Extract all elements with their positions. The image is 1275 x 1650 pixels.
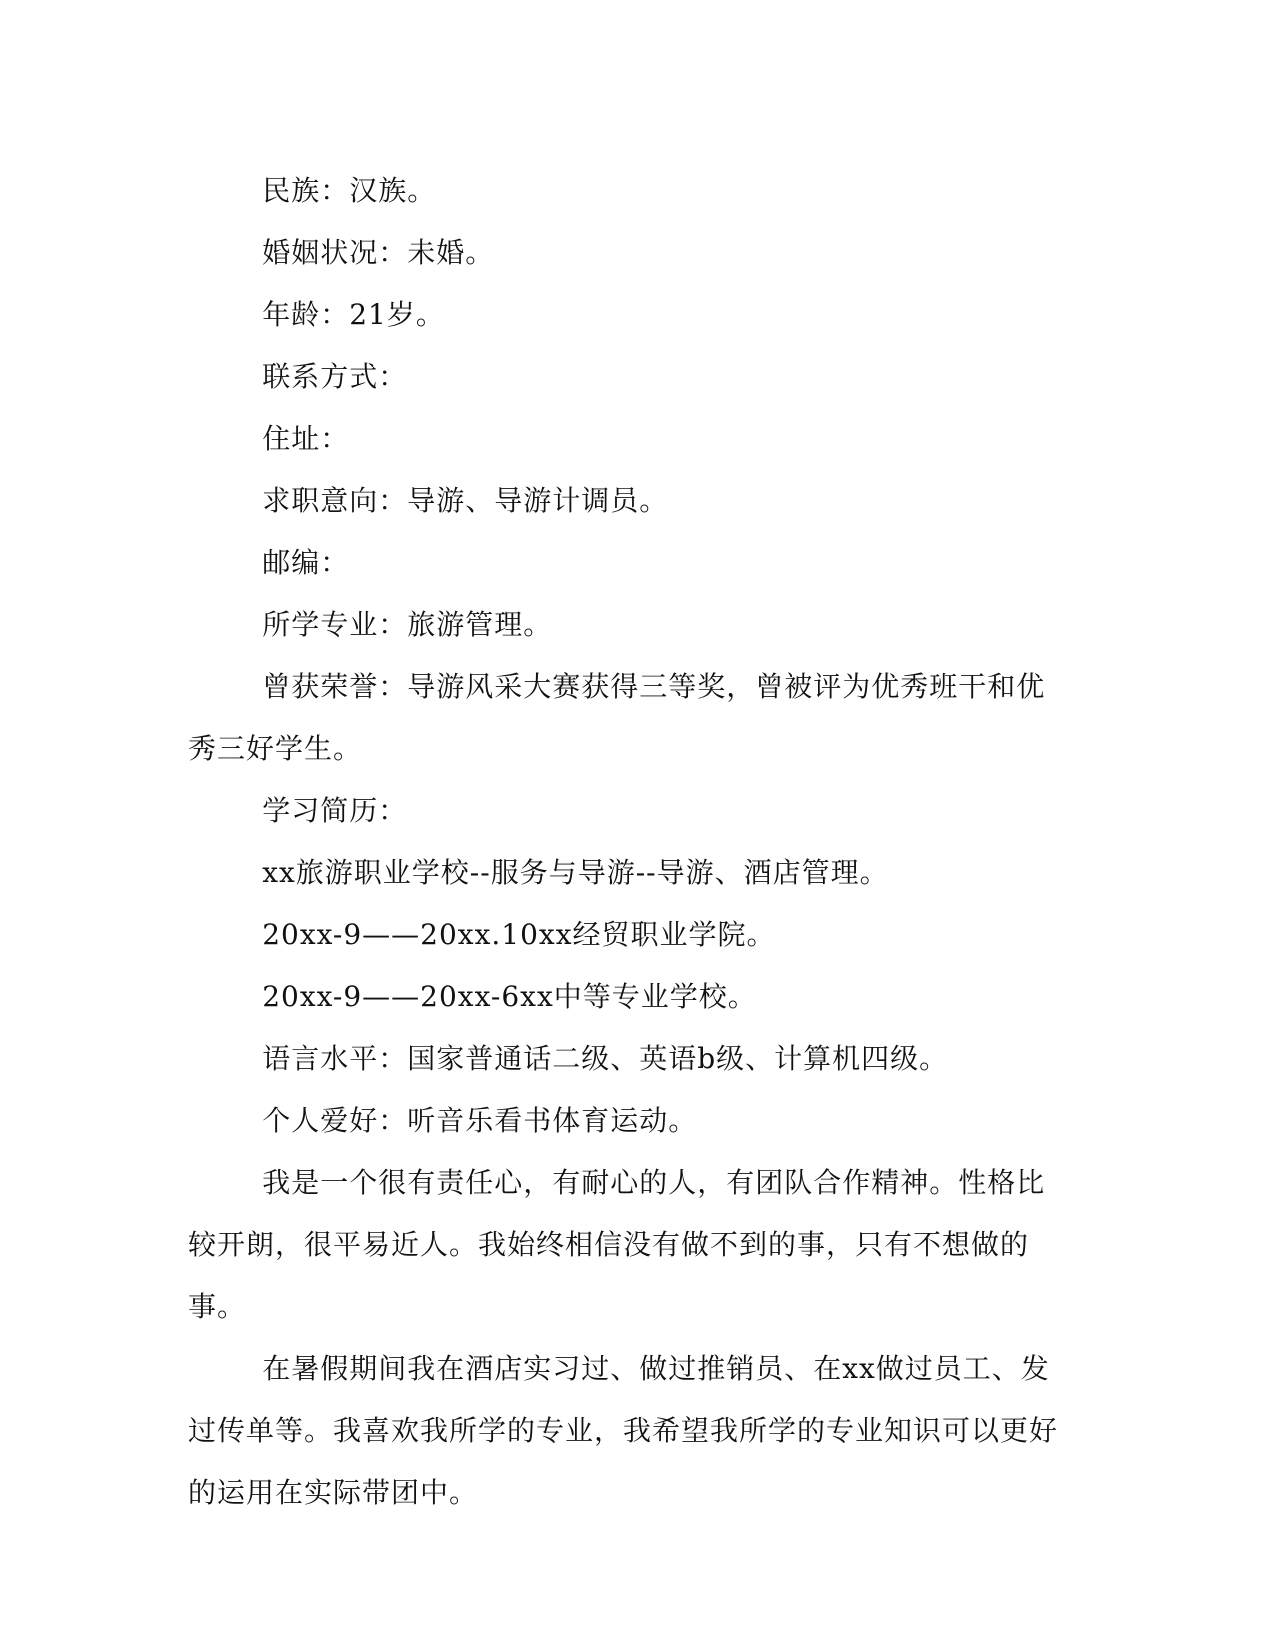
paragraph-postcode: 邮编： <box>262 546 350 579</box>
paragraph-language-level: 语言水平：国家普通话二级、英语b级、计算机四级。 <box>262 1042 949 1075</box>
document-body <box>188 160 1073 1524</box>
paragraph-ethnicity: 民族：汉族。 <box>262 174 437 207</box>
paragraph-education-heading: 学习简历： <box>262 794 408 827</box>
paragraph-address: 住址： <box>262 422 350 455</box>
paragraph-education-2: 20xx-9——20xx.10xx经贸职业学院。 <box>262 918 776 951</box>
paragraph-self-evaluation: 我是一个很有责任心，有耐心的人，有团队合作精神。性格比较开朗，很平易近人。我始终相信没有做不到的事，只有不想做的事。 <box>188 1166 1046 1323</box>
paragraph-job-intention: 求职意向：导游、导游计调员。 <box>262 484 669 517</box>
paragraph-education-3: 20xx-9——20xx-6xx中等专业学校。 <box>262 980 757 1013</box>
paragraph-education-1: xx旅游职业学校--服务与导游--导游、酒店管理。 <box>262 856 889 889</box>
paragraph-marital-status: 婚姻状况：未婚。 <box>262 236 495 269</box>
paragraph-major: 所学专业：旅游管理。 <box>262 608 553 641</box>
paragraph-hobbies: 个人爱好：听音乐看书体育运动。 <box>262 1104 698 1137</box>
paragraph-contact: 联系方式： <box>262 360 408 393</box>
paragraph-experience: 在暑假期间我在酒店实习过、做过推销员、在xx做过员工、发过传单等。我喜欢我所学的专业，我希望我所学的专业知识可以更好的运用在实际带团中。 <box>188 1352 1059 1509</box>
paragraph-honors: 曾获荣誉：导游风采大赛获得三等奖，曾被评为优秀班干和优秀三好学生。 <box>188 670 1046 765</box>
paragraph-age: 年龄：21岁。 <box>262 298 445 331</box>
